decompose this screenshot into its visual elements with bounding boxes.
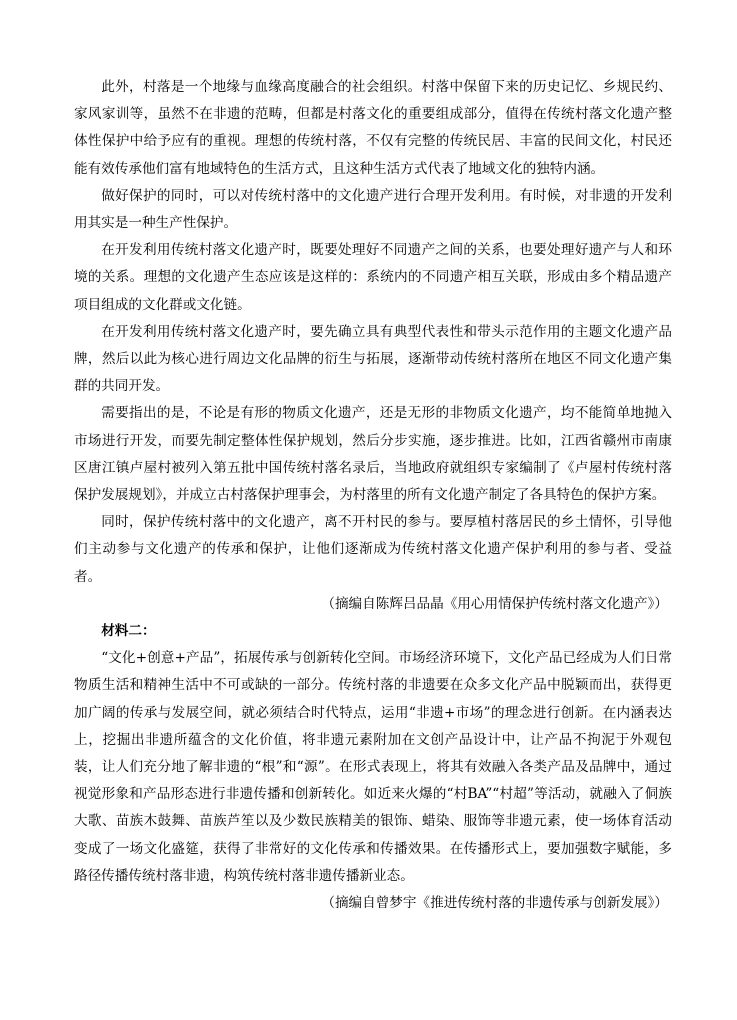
paragraph-village-organization: 此外，村落是一个地缘与血缘高度融合的社会组织。村落中保留下来的历史记忆、乡规民约、家风家训等，虽然不在非遗的范畴，但都是村落文化的重要组成部分，值得在传统村落文化遗产整体性保护中给予应有的重视。理想的传统村落，不仅有完整的传统民居、丰富的民间文化，村民还能有效传承他们富有地域特色的生活方式，且这种生活方式代表了地域文化的独特内涵。	[74, 79, 672, 177]
source-citation-2: （摘编自曾梦宇《推进传统村落的非遗传承与创新发展》）	[321, 895, 668, 912]
material-two-heading: 材料二：	[101, 623, 156, 640]
paragraph-culture-creativity-product: “文化+创意+产品”，拓展传承与创新转化空间。市场经济环境下，文化产品已经成为人们日常物质生活和精神生活中不可或缺的一部分。传统村落的非遗要在众多文化产品中脱颖而出，获得更加广阔的传承与发展空间，就必须结合时代特点，运用“非遗+市场”的理念进行创新。在内涵表达上，挖掘出非遗所蕴含的文化价值，将非遗元素附加在文创产品设计中，让产品不拘泥于外观包装，让人们充分地了解非遗的“根”和“源”。在形式表现上，将其有效融入各类产品及品牌中，通过视觉形象和产品形态进行非遗传播和创新转化。如近来火爆的“村BA”“村超”等活动，就融入了侗族大歌、苗族木鼓舞、苗族芦笙以及少数民族精美的银饰、蜡染、服饰等非遗元素，使一场体育活动变成了一场文化盛筵，获得了非常好的文化传承和传播效果。在传播形式上，要加强数字赋能，多路径传播传统村落非遗，构筑传统村落非遗传播新业态。	[74, 650, 672, 884]
source-citation-1: （摘编自陈辉吕品晶《用心用情保护传统村落文化遗产》）	[321, 595, 668, 612]
paragraph-villager-participation: 同时，保护传统村落中的文化遗产，离不开村民的参与。要厚植村落居民的乡土情怀，引导他们主动参与文化遗产的传承和保护，让他们逐渐成为传统村落文化遗产保护利用的参与者、受益者。	[74, 514, 672, 585]
paragraph-brand-core: 在开发利用传统村落文化遗产时，要先确立具有典型代表性和带头示范作用的主题文化遗产品牌，然后以此为核心进行周边文化品牌的衍生与拓展，逐渐带动传统村落所在地区不同文化遗产集群的共同开发。	[74, 323, 672, 395]
paragraph-overall-planning: 需要指出的是，不论是有形的物质文化遗产，还是无形的非物质文化遗产，均不能简单地抛入市场进行开发，而要先制定整体性保护规划，然后分步实施，逐步推进。比如，江西省赣州市南康区唐江镇卢屋村被列入第五批中国传统村落名录后，当地政府就组织专家编制了《卢屋村传统村落保护发展规划》，并成立古村落保护理事会，为村落里的所有文化遗产制定了各具特色的保护方案。	[74, 405, 672, 504]
document-page	[74, 74, 672, 917]
paragraph-development-use: 做好保护的同时，可以对传统村落中的文化遗产进行合理开发利用。有时候，对非遗的开发利用其实是一种生产性保护。	[74, 187, 672, 232]
paragraph-heritage-relations: 在开发利用传统村落文化遗产时，既要处理好不同遗产之间的关系，也要处理好遗产与人和环境的关系。理想的文化遗产生态应该是这样的：系统内的不同遗产相互关联，形成由多个精品遗产项目组成的文化群或文化链。	[74, 242, 672, 313]
